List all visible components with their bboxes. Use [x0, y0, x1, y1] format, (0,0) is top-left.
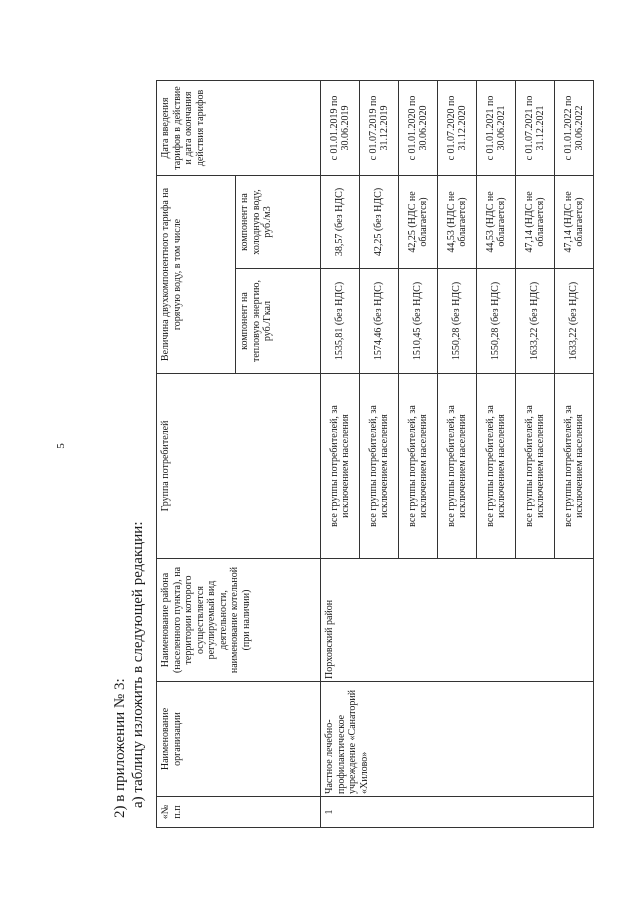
- cell-group: все группы потребителей, за исключением населения: [399, 374, 438, 559]
- header-heat: компонент на тепловую энергию, руб./Гкал: [236, 269, 321, 374]
- cell-cold: 38,57 (без НДС): [321, 176, 360, 269]
- cell-group: все группы потребителей, за исключением населения: [477, 374, 516, 559]
- cell-cold: 44,53 (НДС не облагается): [438, 176, 477, 269]
- cell-district: Порховский район: [321, 559, 594, 682]
- cell-group: все группы потребителей, за исключением населения: [360, 374, 399, 559]
- cell-num: 1: [321, 797, 594, 828]
- header-district: Наименование района (населенного пункта), на территории которого осуществляется регулируемый вид деятельности, наименование котельной (при наличии): [157, 559, 321, 682]
- cell-cold: 44,53 (НДС не облагается): [477, 176, 516, 269]
- cell-group: все группы потребителей, за исключением населения: [555, 374, 594, 559]
- cell-dates: с 01.01.2020 по 30.06.2020: [399, 81, 438, 176]
- cell-dates: с 01.07.2020 по 31.12.2020: [438, 81, 477, 176]
- cell-cold: 47,14 (НДС не облагается): [516, 176, 555, 269]
- header-tariff: Величина двухкомпонентного тарифа на горячую воду, в том числе: [157, 176, 236, 374]
- cell-heat: 1510,45 (без НДС): [399, 269, 438, 374]
- rotated-content: [108, 78, 585, 846]
- tariff-table: [156, 80, 594, 828]
- table-row: [321, 81, 360, 828]
- cell-org: Частное лечебно-профилактическое учреждение «Санаторий «Хилово»: [321, 682, 594, 797]
- cell-group: все группы потребителей, за исключением населения: [321, 374, 360, 559]
- cell-heat: 1535,81 (без НДС): [321, 269, 360, 374]
- cell-heat: 1633,22 (без НДС): [555, 269, 594, 374]
- cell-group: все группы потребителей, за исключением населения: [516, 374, 555, 559]
- page-number: 5: [54, 443, 67, 449]
- cell-dates: с 01.07.2019 по 31.12.2019: [360, 81, 399, 176]
- cell-dates: с 01.01.2019 по 30.06.2019: [321, 81, 360, 176]
- heading-subpoint: а) таблицу изложить в следующей редакции:: [130, 521, 146, 808]
- header-cold: компонент на холодную воду, руб./м3: [236, 176, 321, 269]
- cell-heat: 1550,28 (без НДС): [438, 269, 477, 374]
- header-group: Группа потребителей: [157, 374, 321, 559]
- cell-heat: 1550,28 (без НДС): [477, 269, 516, 374]
- cell-dates: с 01.01.2022 по 30.06.2022: [555, 81, 594, 176]
- cell-dates: с 01.01.2021 по 30.06.2021: [477, 81, 516, 176]
- header-dates: Дата введения тарифов в действие и дата окончания действия тарифов: [157, 81, 321, 176]
- cell-heat: 1633,22 (без НДС): [516, 269, 555, 374]
- cell-heat: 1574,46 (без НДС): [360, 269, 399, 374]
- cell-cold: 42,25 (без НДС): [360, 176, 399, 269]
- header-org: Наименование организации: [157, 682, 321, 797]
- cell-cold: 42,25 (НДС не облагается): [399, 176, 438, 269]
- header-num: «№ п.п: [157, 797, 321, 828]
- cell-group: все группы потребителей, за исключением населения: [438, 374, 477, 559]
- cell-dates: с 01.07.2021 по 31.12.2021: [516, 81, 555, 176]
- heading-point: 2) в приложении № 3:: [112, 678, 128, 818]
- cell-cold: 47,14 (НДС не облагается): [555, 176, 594, 269]
